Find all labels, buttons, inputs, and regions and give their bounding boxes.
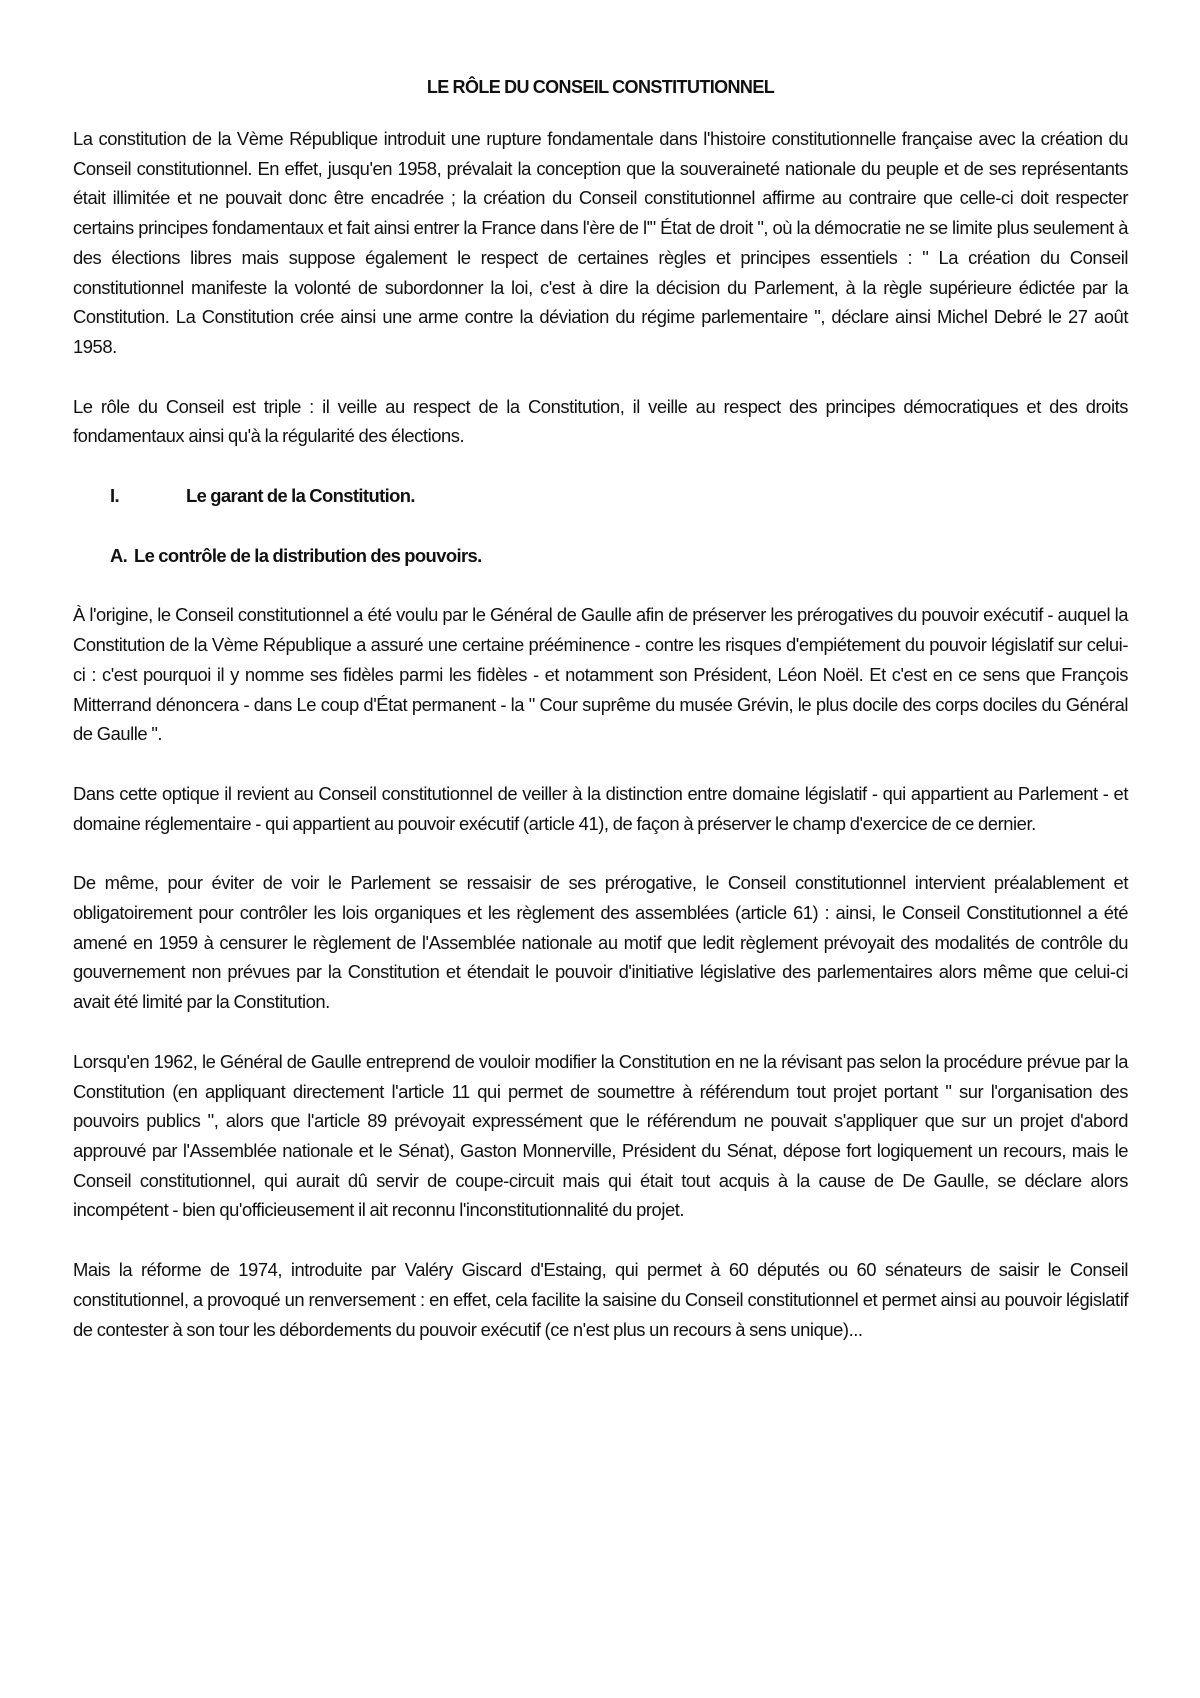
body-paragraph-5: Mais la réforme de 1974, introduite par Valéry Giscard d'Estaing, qui permet à 60 députés ou 60 sénateurs de saisir le Conseil constitutionnel, a provoqué un renversement : en effet, cela facilite la saisine du Conseil constitutionnel et permet ainsi au pouvoir législatif de contester à son tour les débordements du pouvoir exécutif (ce n'est plus un recours à sens unique)...	[73, 1259, 1128, 1340]
body-paragraph-3: De même, pour éviter de voir le Parlement se ressaisir de ses prérogative, le Conseil constitutionnel intervient préalablement et obligatoirement pour contrôler les lois organiques et les règlement des assemblées (article 61) : ainsi, le Conseil Constitutionnel a été amené en 1959 à censurer le règlement de l'Assemblée nationale au motif que ledit règlement prévoyait des modalités de contrôle du gouvernement non prévues par la Constitution et étendait le pouvoir d'initiative législative des parlementaires alors même que celui-ci avait été limité par la Constitution.	[73, 872, 1128, 1013]
subsection-heading-a	[73, 541, 1128, 571]
body-paragraph-1: À l'origine, le Conseil constitutionnel a été voulu par le Général de Gaulle afin de préserver les prérogatives du pouvoir exécutif - auquel la Constitution de la Vème République a assuré une certaine prééminence - contre les risques d'empiétement du pouvoir législatif sur celui-ci : c'est pourquoi il y nomme ses fidèles parmi les fidèles - et notamment son Président, Léon Noël. Et c'est en ce sens que François Mitterrand dénoncera - dans Le coup d'État permanent - la " Cour suprême du musée Grévin, le plus docile des corps dociles du Général de Gaulle ".	[73, 604, 1128, 745]
section-title: Le garant de la Constitution.	[186, 485, 415, 507]
subsection-number: A.	[110, 544, 128, 566]
document-title: LE RÔLE DU CONSEIL CONSTITUTIONNEL	[426, 77, 775, 97]
document-content	[73, 72, 1128, 1374]
intro-paragraph-2: Le rôle du Conseil est triple : il veille au respect de la Constitution, il veille au respect des principes démocratiques et des droits fondamentaux ainsi qu'à la régularité des élections.	[73, 395, 1128, 447]
body-paragraph-2: Dans cette optique il revient au Conseil constitutionnel de veiller à la distinction entre domaine législatif - qui appartient au Parlement - et domaine réglementaire - qui appartient au pouvoir exécutif (article 41), de façon à préserver le champ d'exercice de ce dernier.	[73, 782, 1128, 834]
intro-paragraph-1: La constitution de la Vème République introduit une rupture fondamentale dans l'histoire constitutionnelle française avec la création du Conseil constitutionnel. En effet, jusqu'en 1958, prévalait la conception que la souveraineté nationale du peuple et de ses représentants était illimitée et ne pouvait donc être encadrée ; la création du Conseil constitutionnel affirme au contraire que celle-ci doit respecter certains principes fondamentaux et fait ainsi entrer la France dans l'ère de l'" État de droit ", où la démocratie ne se limite plus seulement à des élections libres mais suppose également le respect de certaines règles et principes essentiels : " La création du Conseil constitutionnel manifeste la volonté de subordonner la loi, c'est à dire la décision du Parlement, à la règle supérieure édictée par la Constitution. La Constitution crée ainsi une arme contre la déviation du régime parlementaire ", déclare ainsi Michel Debré le 27 août 1958.	[73, 128, 1128, 357]
section-number: I.	[110, 485, 120, 507]
section-heading-1	[73, 481, 1128, 511]
body-paragraph-4: Lorsqu'en 1962, le Général de Gaulle entreprend de vouloir modifier la Constitution en ne la révisant pas selon la procédure prévue par la Constitution (en appliquant directement l'article 11 qui permet de soumettre à référendum tout projet portant " sur l'organisation des pouvoirs publics ", alors que l'article 89 prévoyait expressément que le référendum ne pouvait s'appliquer que sur un projet d'abord approuvé par l'Assemblée nationale et le Sénat), Gaston Monnerville, Président du Sénat, dépose fort logiquement un recours, mais le Conseil constitutionnel, qui aurait dû servir de coupe-circuit mais qui était tout acquis à la cause de De Gaulle, se déclare alors incompétent - bien qu'officieusement il ait reconnu l'inconstitutionnalité du projet.	[73, 1050, 1128, 1221]
subsection-title: Le contrôle de la distribution des pouvoirs.	[134, 544, 482, 566]
